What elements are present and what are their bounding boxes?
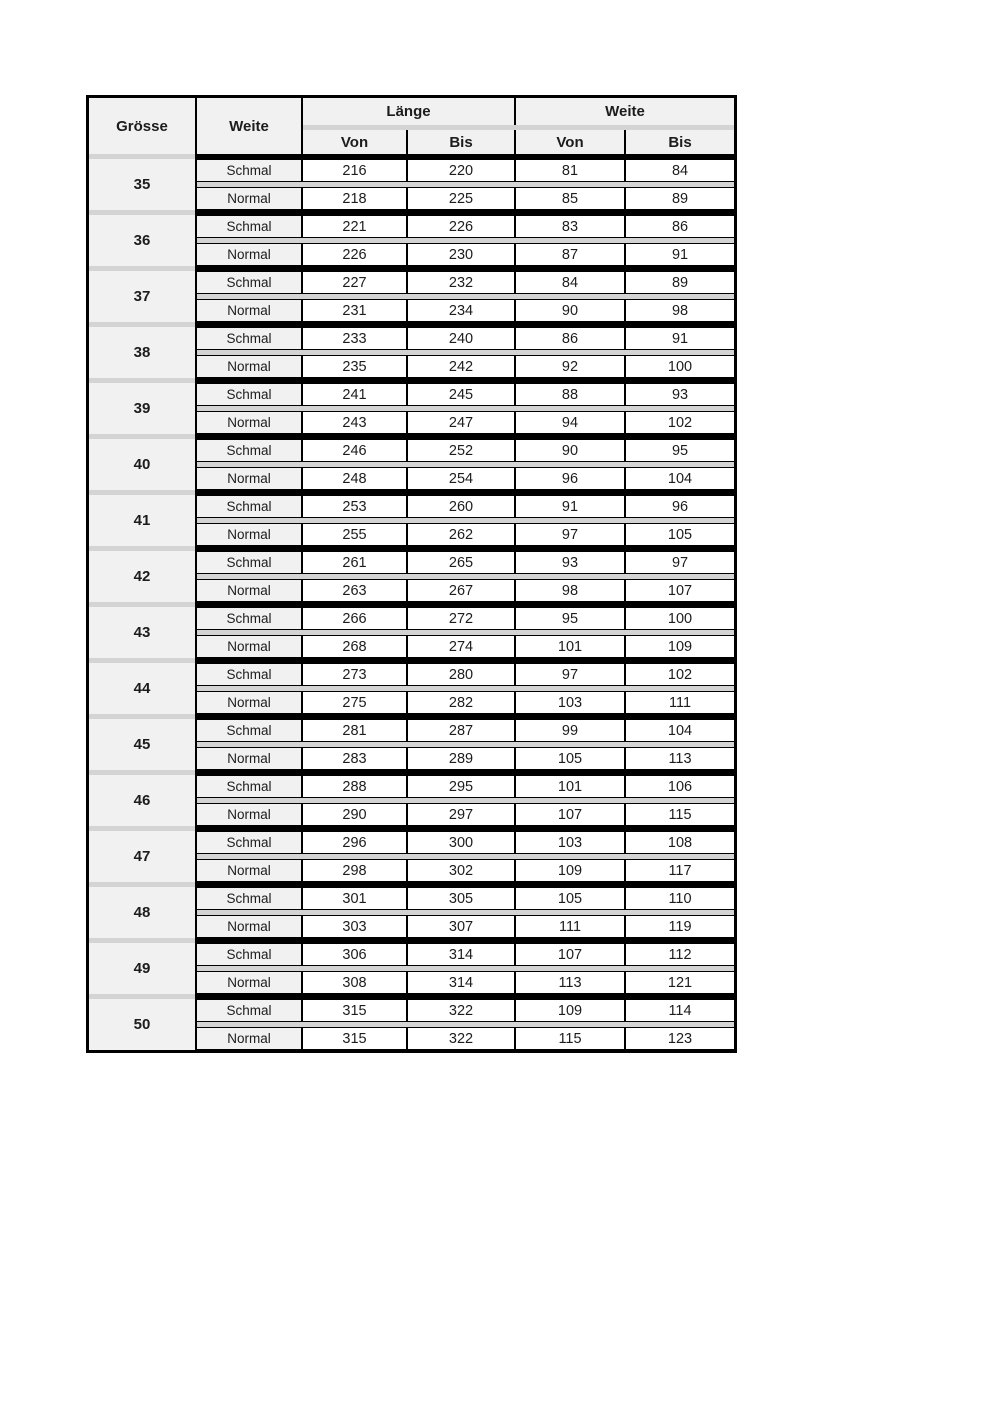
table-row-schmal [89,943,734,966]
fit-label-schmal: Schmal [197,831,301,854]
value-cell: 92 [514,355,624,378]
value-cell: 280 [406,663,514,686]
value-cell: 85 [514,187,624,210]
value-cell: 110 [624,887,734,910]
value-cell: 115 [624,803,734,826]
value-cell: 84 [514,271,624,294]
value-cell: 91 [624,327,734,350]
value-cell: 301 [301,887,406,910]
table-row-schmal [89,831,734,854]
value-cell: 115 [514,1027,624,1050]
value-cell: 297 [406,803,514,826]
value-cell: 254 [406,467,514,490]
fit-label-normal: Normal [197,747,301,770]
value-cell: 242 [406,355,514,378]
value-cell: 90 [514,299,624,322]
size-value: 46 [89,775,197,826]
table-row-schmal [89,607,734,630]
value-cell: 234 [406,299,514,322]
fit-label-schmal: Schmal [197,383,301,406]
value-cell: 81 [514,159,624,182]
fit-label-normal: Normal [197,299,301,322]
size-chart-table [86,95,737,1053]
value-cell: 231 [301,299,406,322]
value-cell: 216 [301,159,406,182]
fit-label-normal: Normal [197,859,301,882]
table-row-schmal [89,719,734,742]
fit-label-normal: Normal [197,1027,301,1050]
value-cell: 101 [514,775,624,798]
value-cell: 248 [301,467,406,490]
fit-label-normal: Normal [197,355,301,378]
value-cell: 105 [624,523,734,546]
fit-label-normal: Normal [197,803,301,826]
value-cell: 121 [624,971,734,994]
value-cell: 97 [514,523,624,546]
value-cell: 100 [624,355,734,378]
value-cell: 266 [301,607,406,630]
size-value: 35 [89,159,197,210]
size-value: 47 [89,831,197,882]
fit-label-schmal: Schmal [197,159,301,182]
value-cell: 108 [624,831,734,854]
value-cell: 98 [624,299,734,322]
value-cell: 220 [406,159,514,182]
fit-label-schmal: Schmal [197,775,301,798]
value-cell: 314 [406,971,514,994]
value-cell: 109 [514,999,624,1022]
fit-label-normal: Normal [197,411,301,434]
value-cell: 255 [301,523,406,546]
value-cell: 315 [301,1027,406,1050]
table-row-schmal [89,439,734,462]
value-cell: 95 [514,607,624,630]
table-row-schmal [89,271,734,294]
value-cell: 314 [406,943,514,966]
value-cell: 282 [406,691,514,714]
value-cell: 283 [301,747,406,770]
value-cell: 89 [624,271,734,294]
fit-label-schmal: Schmal [197,999,301,1022]
value-cell: 89 [624,187,734,210]
fit-label-schmal: Schmal [197,943,301,966]
table-header [89,98,734,154]
table-row-schmal [89,159,734,182]
fit-label-normal: Normal [197,187,301,210]
value-cell: 109 [514,859,624,882]
table-row-schmal [89,999,734,1022]
value-cell: 106 [624,775,734,798]
value-cell: 101 [514,635,624,658]
value-cell: 268 [301,635,406,658]
value-cell: 102 [624,663,734,686]
value-cell: 112 [624,943,734,966]
size-value: 38 [89,327,197,378]
fit-label-normal: Normal [197,635,301,658]
value-cell: 226 [406,215,514,238]
value-cell: 287 [406,719,514,742]
value-cell: 123 [624,1027,734,1050]
size-value: 45 [89,719,197,770]
value-cell: 274 [406,635,514,658]
value-cell: 91 [514,495,624,518]
value-cell: 230 [406,243,514,266]
column-header-laenge-bis: Bis [406,130,514,154]
value-cell: 107 [514,943,624,966]
value-cell: 96 [514,467,624,490]
size-value: 41 [89,495,197,546]
value-cell: 107 [624,579,734,602]
value-cell: 88 [514,383,624,406]
table-row-schmal [89,215,734,238]
value-cell: 289 [406,747,514,770]
value-cell: 94 [514,411,624,434]
value-cell: 241 [301,383,406,406]
value-cell: 245 [406,383,514,406]
value-cell: 97 [624,551,734,574]
size-table-body [89,154,734,1050]
value-cell: 295 [406,775,514,798]
value-cell: 322 [406,1027,514,1050]
fit-label-schmal: Schmal [197,663,301,686]
value-cell: 273 [301,663,406,686]
value-cell: 107 [514,803,624,826]
value-cell: 260 [406,495,514,518]
value-cell: 240 [406,327,514,350]
value-cell: 105 [514,887,624,910]
value-cell: 93 [624,383,734,406]
column-group-laenge: Länge [301,98,514,125]
value-cell: 267 [406,579,514,602]
value-cell: 322 [406,999,514,1022]
value-cell: 93 [514,551,624,574]
value-cell: 99 [514,719,624,742]
value-cell: 265 [406,551,514,574]
value-cell: 306 [301,943,406,966]
value-cell: 86 [624,215,734,238]
table-row-schmal [89,775,734,798]
value-cell: 227 [301,271,406,294]
value-cell: 298 [301,859,406,882]
fit-label-schmal: Schmal [197,607,301,630]
value-cell: 111 [624,691,734,714]
fit-label-normal: Normal [197,243,301,266]
value-cell: 97 [514,663,624,686]
value-cell: 243 [301,411,406,434]
value-cell: 261 [301,551,406,574]
size-value: 42 [89,551,197,602]
table-row-schmal [89,383,734,406]
value-cell: 305 [406,887,514,910]
table-row-schmal [89,887,734,910]
value-cell: 302 [406,859,514,882]
value-cell: 98 [514,579,624,602]
value-cell: 233 [301,327,406,350]
fit-label-normal: Normal [197,523,301,546]
value-cell: 105 [514,747,624,770]
value-cell: 102 [624,411,734,434]
size-value: 37 [89,271,197,322]
value-cell: 246 [301,439,406,462]
fit-label-normal: Normal [197,971,301,994]
value-cell: 103 [514,831,624,854]
column-header-weite: Weite [197,98,301,154]
value-cell: 113 [514,971,624,994]
size-value: 40 [89,439,197,490]
fit-label-normal: Normal [197,579,301,602]
size-value: 43 [89,607,197,658]
value-cell: 109 [624,635,734,658]
value-cell: 262 [406,523,514,546]
value-cell: 253 [301,495,406,518]
value-cell: 95 [624,439,734,462]
value-cell: 252 [406,439,514,462]
value-cell: 275 [301,691,406,714]
table-row-schmal [89,327,734,350]
table-row-schmal [89,663,734,686]
value-cell: 221 [301,215,406,238]
value-cell: 83 [514,215,624,238]
size-value: 50 [89,999,197,1050]
value-cell: 103 [514,691,624,714]
value-cell: 111 [514,915,624,938]
value-cell: 315 [301,999,406,1022]
size-value: 48 [89,887,197,938]
value-cell: 104 [624,467,734,490]
value-cell: 104 [624,719,734,742]
value-cell: 290 [301,803,406,826]
value-cell: 263 [301,579,406,602]
table-row-schmal [89,551,734,574]
value-cell: 113 [624,747,734,770]
column-header-groesse: Grösse [89,98,197,154]
column-header-weite-von: Von [514,130,624,154]
value-cell: 117 [624,859,734,882]
fit-label-normal: Normal [197,691,301,714]
value-cell: 226 [301,243,406,266]
column-header-laenge-von: Von [301,130,406,154]
value-cell: 247 [406,411,514,434]
size-value: 49 [89,943,197,994]
fit-label-schmal: Schmal [197,327,301,350]
fit-label-schmal: Schmal [197,551,301,574]
value-cell: 308 [301,971,406,994]
value-cell: 114 [624,999,734,1022]
value-cell: 91 [624,243,734,266]
value-cell: 96 [624,495,734,518]
value-cell: 272 [406,607,514,630]
fit-label-normal: Normal [197,467,301,490]
value-cell: 119 [624,915,734,938]
table-row-schmal [89,495,734,518]
value-cell: 288 [301,775,406,798]
value-cell: 303 [301,915,406,938]
fit-label-schmal: Schmal [197,439,301,462]
value-cell: 90 [514,439,624,462]
size-value: 36 [89,215,197,266]
value-cell: 84 [624,159,734,182]
value-cell: 86 [514,327,624,350]
value-cell: 296 [301,831,406,854]
value-cell: 218 [301,187,406,210]
value-cell: 100 [624,607,734,630]
column-header-weite-bis: Bis [624,130,734,154]
fit-label-normal: Normal [197,915,301,938]
fit-label-schmal: Schmal [197,271,301,294]
value-cell: 235 [301,355,406,378]
fit-label-schmal: Schmal [197,215,301,238]
column-group-weite: Weite [514,98,734,125]
size-value: 44 [89,663,197,714]
size-value: 39 [89,383,197,434]
fit-label-schmal: Schmal [197,887,301,910]
value-cell: 87 [514,243,624,266]
fit-label-schmal: Schmal [197,495,301,518]
value-cell: 281 [301,719,406,742]
value-cell: 300 [406,831,514,854]
value-cell: 307 [406,915,514,938]
value-cell: 232 [406,271,514,294]
fit-label-schmal: Schmal [197,719,301,742]
header-row-groups [89,98,734,125]
value-cell: 225 [406,187,514,210]
